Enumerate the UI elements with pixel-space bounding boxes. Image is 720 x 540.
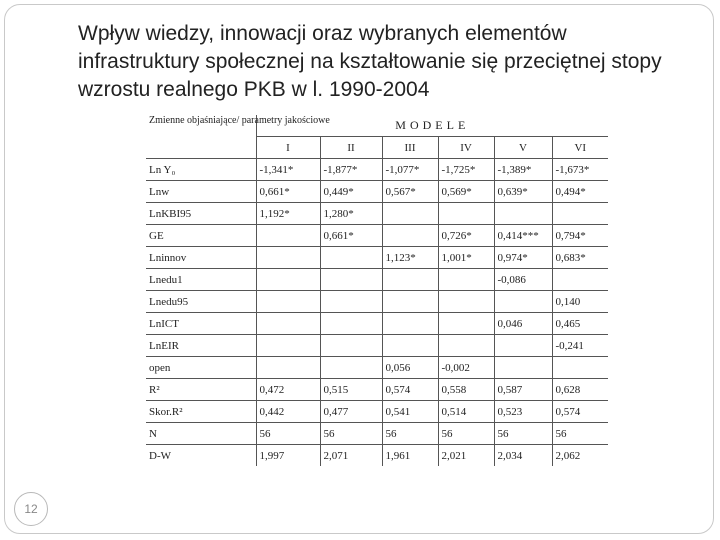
table-cell: 0,140	[552, 291, 608, 313]
column-header: VI	[552, 137, 608, 159]
table-cell: -1,077*	[382, 159, 438, 181]
table-cell: 0,661*	[256, 181, 320, 203]
table-cell	[256, 357, 320, 379]
table-cell	[320, 291, 382, 313]
table-cell: -0,241	[552, 335, 608, 357]
table-cell	[382, 269, 438, 291]
table-cell: 0,574	[552, 401, 608, 423]
table-cell	[320, 247, 382, 269]
table-cell: 0,465	[552, 313, 608, 335]
table-cell: 0,574	[382, 379, 438, 401]
table-cell: 0,541	[382, 401, 438, 423]
table-cell: 0,523	[494, 401, 552, 423]
table-cell: 2,062	[555, 449, 581, 462]
table-cell: 0,558	[438, 379, 494, 401]
table-cell: 0,414***	[494, 225, 552, 247]
regression-table-image	[146, 115, 608, 462]
table-cell	[552, 269, 608, 291]
table-cell	[256, 225, 320, 247]
table-cell: 1,961	[382, 445, 438, 467]
table-cell: 0,442	[256, 401, 320, 423]
table-cell: -0,086	[494, 269, 552, 291]
table-cell	[382, 313, 438, 335]
table-row	[146, 247, 608, 269]
table-cell: 0,056	[382, 357, 438, 379]
table-row	[146, 225, 608, 247]
table-cell	[438, 291, 494, 313]
row-label: N	[146, 423, 256, 445]
table-cell	[382, 291, 438, 313]
table-cell: -1,341*	[256, 159, 320, 181]
table-cell: 0,794*	[552, 225, 608, 247]
table-cell: 0,494*	[552, 181, 608, 203]
table-cell: -1,877*	[320, 159, 382, 181]
table-cell	[256, 291, 320, 313]
table-cell: 0,683*	[552, 247, 608, 269]
table-cell	[438, 269, 494, 291]
table-cell: 0,628	[552, 379, 608, 401]
table-cell	[438, 203, 494, 225]
table-row	[146, 269, 608, 291]
table-cell	[382, 225, 438, 247]
table-row	[146, 313, 608, 335]
table-cell	[438, 313, 494, 335]
corner-header: Zmienne objaśniające/ parametry jakościowe	[146, 115, 256, 159]
table-cell: 0,726*	[438, 225, 494, 247]
table-cell	[552, 203, 608, 225]
table-cell: 0,661*	[320, 225, 382, 247]
row-label: Lninnov	[146, 247, 256, 269]
table-row	[146, 423, 608, 445]
table-cell: 56	[552, 423, 608, 445]
table-cell: 0,974*	[494, 247, 552, 269]
column-header: III	[382, 137, 438, 159]
table-cell: 56	[256, 423, 320, 445]
row-label: LnICT	[146, 313, 256, 335]
table-cell: 0,514	[438, 401, 494, 423]
table-cell	[494, 291, 552, 313]
table-cell	[256, 313, 320, 335]
table-cell: 1,280*	[320, 203, 382, 225]
row-label: open	[146, 357, 256, 379]
table-row	[146, 181, 608, 203]
table-row	[146, 357, 608, 379]
table-body	[146, 159, 608, 467]
table-cell: 2,071	[320, 445, 382, 467]
table-cell: 1,001*	[438, 247, 494, 269]
table-row	[146, 401, 608, 423]
table-cell	[256, 269, 320, 291]
table-row	[146, 335, 608, 357]
table-cell	[256, 335, 320, 357]
slide-number: 12	[14, 492, 48, 526]
table-cell	[256, 247, 320, 269]
table-cell	[320, 313, 382, 335]
table-row	[146, 203, 608, 225]
table-cell	[382, 335, 438, 357]
table-cell	[382, 203, 438, 225]
table-cell: 0,569*	[438, 181, 494, 203]
table-cell: 2,034	[494, 445, 552, 467]
regression-table	[146, 115, 608, 466]
table-cell	[494, 203, 552, 225]
table-row	[146, 445, 608, 467]
table-row	[146, 291, 608, 313]
row-label: Lnedu1	[146, 269, 256, 291]
table-cell: 0,472	[256, 379, 320, 401]
table-cell: 56	[494, 423, 552, 445]
table-cell: -1,389*	[494, 159, 552, 181]
model-header: MODELE	[256, 115, 608, 137]
table-cell: 1,123*	[382, 247, 438, 269]
row-label: LnEIR	[146, 335, 256, 357]
column-header: I	[256, 137, 320, 159]
table-cell: -1,673*	[552, 159, 608, 181]
table-row	[146, 379, 608, 401]
row-label: Skor.R²	[146, 401, 256, 423]
table-cell	[494, 357, 552, 379]
table-cell	[438, 335, 494, 357]
row-label: Ln Y₀	[146, 159, 256, 181]
table-cell: -0,002	[438, 357, 494, 379]
table-cell: 0,477	[320, 401, 382, 423]
row-label: Lnw	[146, 181, 256, 203]
row-label: D-W	[146, 445, 256, 467]
column-header: II	[320, 137, 382, 159]
table-cell	[552, 357, 608, 379]
slide-title: Wpływ wiedzy, innowacji oraz wybranych elementów infrastruktury społecznej na kształtowanie się przeciętnej stopy wzrostu realnego PKB w l. 1990-2004	[78, 22, 662, 101]
table-cell: 1,192*	[256, 203, 320, 225]
row-label: LnKBI95	[146, 203, 256, 225]
row-label: R²	[146, 379, 256, 401]
row-label: GE	[146, 225, 256, 247]
table-row	[146, 159, 608, 181]
table-cell	[494, 335, 552, 357]
table-cell: 1,997	[256, 445, 320, 467]
table-cell: -1,725*	[438, 159, 494, 181]
table-cell: 0,587	[494, 379, 552, 401]
table-cell: 0,567*	[382, 181, 438, 203]
table-cell: 2,021	[438, 445, 494, 467]
column-header: IV	[438, 137, 494, 159]
table-cell: 56	[438, 423, 494, 445]
table-cell	[320, 335, 382, 357]
table-cell	[320, 357, 382, 379]
table-cell: 0,046	[494, 313, 552, 335]
table-cell: 56	[382, 423, 438, 445]
table-cell	[320, 269, 382, 291]
table-cell: 56	[320, 423, 382, 445]
table-cell: 0,639*	[494, 181, 552, 203]
table-cell: 0,515	[320, 379, 382, 401]
column-header: V	[494, 137, 552, 159]
row-label: Lnedu95	[146, 291, 256, 313]
table-cell: 0,449*	[320, 181, 382, 203]
